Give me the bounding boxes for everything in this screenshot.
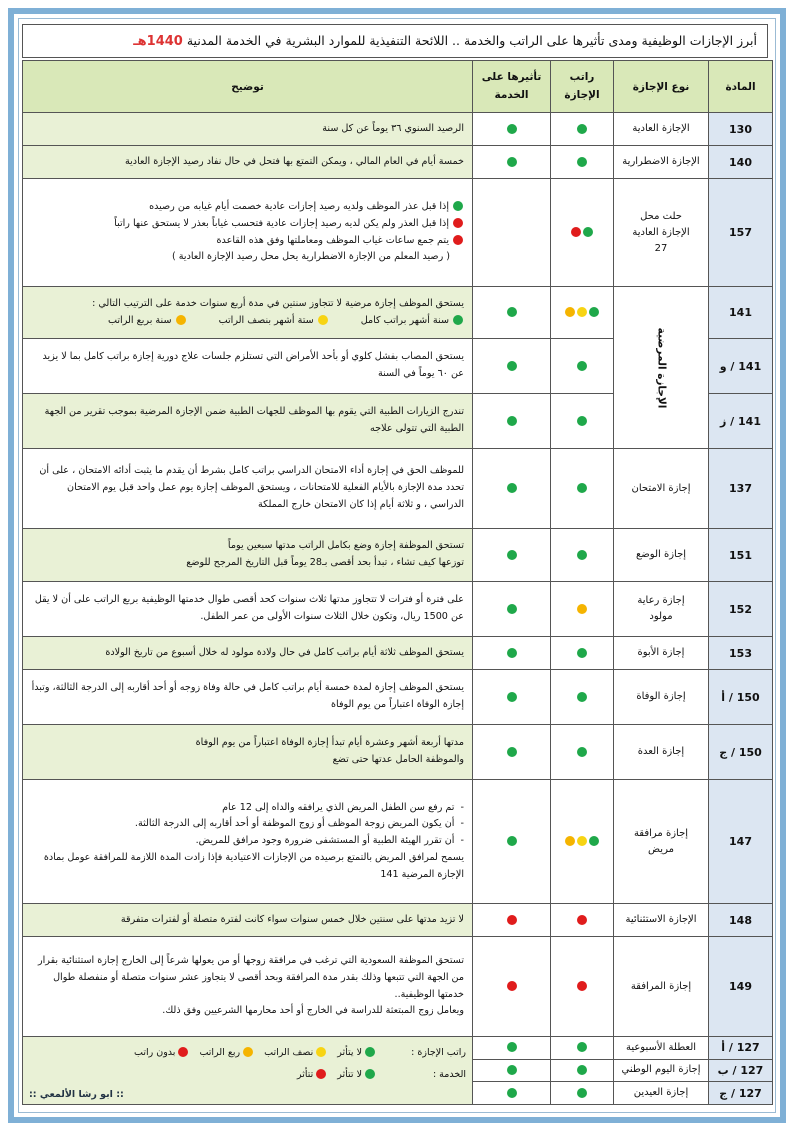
green-dot-icon xyxy=(577,416,587,426)
desc-line: الرصيد السنوي ٣٦ يوماً عن كل سنة xyxy=(322,122,464,134)
article-number: 127 / ج xyxy=(709,1082,773,1105)
legend-salary-row xyxy=(29,1041,466,1063)
salary-status xyxy=(551,725,614,780)
desc-line: يستحق الموظف إجازة مرضية لا تتجاوز سنتين في مدة أربع سنوات خدمة على الترتيب التالي : xyxy=(92,297,464,309)
desc-line: مدتها أربعة أشهر وعشرة أيام تبدأ إجازة الوفاة اعتباراً من يوم الوفاة xyxy=(195,737,464,749)
yellow-dot-icon xyxy=(577,836,587,846)
desc-line: يستحق المصاب بفشل كلوي أو بأحد الأمراض التي تستلزم جلسات علاج دورية إجازة براتب كامل بما لا يزيد عن ٦٠ يوماً في السنة xyxy=(42,351,464,379)
service-status xyxy=(473,637,551,670)
green-dot-icon xyxy=(577,157,587,167)
service-status xyxy=(473,394,551,449)
desc-line: - تم رفع سن الطفل المريض الذي يرافقه والداه إلى 12 عام xyxy=(222,801,464,813)
leave-description xyxy=(23,529,473,582)
green-dot-icon xyxy=(577,124,587,134)
service-status xyxy=(473,287,551,339)
service-status xyxy=(473,339,551,394)
green-dot-icon xyxy=(577,550,587,560)
article-number: 147 xyxy=(709,780,773,904)
salary-status xyxy=(551,287,614,339)
desc-line: يستحق الموظف إجازة لمدة خمسة أيام براتب كامل في حالة وفاة زوجه أو أحد أقاربه إلى الدرجة الثالثة، وتبدأ إجازة الوفاة اعتباراً من يوم الوفاة xyxy=(31,682,464,710)
leave-description xyxy=(23,394,473,449)
service-status xyxy=(473,780,551,904)
green-dot-icon xyxy=(365,1069,375,1079)
desc-line: والموظفة الحامل عدتها حتى تضع xyxy=(332,754,464,765)
leave-type: الإجازة العادية xyxy=(614,113,709,146)
service-status xyxy=(473,670,551,725)
article-number: 152 xyxy=(709,582,773,637)
article-number: 130 xyxy=(709,113,773,146)
legend-service-label: الخدمة : xyxy=(432,1068,466,1080)
green-dot-icon xyxy=(507,361,517,371)
article-number: 137 xyxy=(709,449,773,529)
header-salary: راتب الإجازة xyxy=(551,61,614,113)
leave-description xyxy=(23,582,473,637)
header-service: تأثيرها على الخدمة xyxy=(473,61,551,113)
service-status xyxy=(473,449,551,529)
leave-description xyxy=(23,113,473,146)
green-dot-icon xyxy=(577,692,587,702)
legend-service-row xyxy=(29,1063,466,1085)
salary-status xyxy=(551,637,614,670)
author-signature: :: ابو رشا الألمعي :: xyxy=(29,1089,124,1100)
yellow-dot-icon xyxy=(577,307,587,317)
green-dot-icon xyxy=(507,648,517,658)
orange-dot-icon xyxy=(243,1047,253,1057)
table-row xyxy=(23,904,773,937)
article-number: 140 xyxy=(709,146,773,179)
table-row xyxy=(23,146,773,179)
salary-status xyxy=(551,179,614,287)
service-status xyxy=(473,1059,551,1082)
title-year: 1440هـ xyxy=(133,34,183,49)
green-dot-icon xyxy=(507,550,517,560)
desc-line: تستحق الموظفة السعودية التي ترغب في مرافقة زوجها أو من يعولها شرعاً إلى الخارج إجازة استثنائية بقرار من الجهة التي تتبعها وذلك بقدر مدة المرافقة وبحد أقصى لا يتجاوز عشر سنوات متصلة أو منفصلة طوال خدمتها الوظيفية.. xyxy=(37,954,464,1000)
service-status xyxy=(473,113,551,146)
green-dot-icon xyxy=(589,307,599,317)
table-row xyxy=(23,449,773,529)
desc-line: - أن تقرر الهيئة الطبية أو المستشفى ضرورة وجود مرافق للمريض. xyxy=(195,835,464,847)
service-status xyxy=(473,529,551,582)
desc-line: إذا قبل عذر الموظف ولديه رصيد إجازات عادية خصمت أيام غيابه من رصيده xyxy=(31,199,464,216)
header-article: المادة xyxy=(709,61,773,113)
green-dot-icon xyxy=(507,483,517,493)
service-status xyxy=(473,725,551,780)
leave-type: إجازة الوفاة xyxy=(614,670,709,725)
green-dot-icon xyxy=(453,315,463,325)
leave-description xyxy=(23,780,473,904)
desc-line: توزعها كيف تشاء ، تبدأ بحد أقصى بـ28 يوماً قبل التاريخ المرجح للوضع xyxy=(186,557,464,568)
sick-leave-type xyxy=(614,287,709,449)
green-dot-icon xyxy=(507,692,517,702)
table-row xyxy=(23,1037,773,1060)
desc-line: خمسة أيام في العام المالي ، ويمكن التمتع بها فتحل في حال نفاد رصيد الإجازة العادية xyxy=(124,155,464,167)
red-dot-icon xyxy=(316,1069,326,1079)
salary-status xyxy=(551,582,614,637)
red-dot-icon xyxy=(453,218,463,228)
salary-status xyxy=(551,1082,614,1105)
leave-type: إجازة المرافقة xyxy=(614,937,709,1037)
article-number: 141 xyxy=(709,287,773,339)
green-dot-icon xyxy=(507,1088,517,1098)
table-row xyxy=(23,179,773,287)
header-type: نوع الإجازة xyxy=(614,61,709,113)
leave-type: إجازة العيدين xyxy=(614,1082,709,1105)
red-dot-icon xyxy=(571,227,581,237)
page-title xyxy=(22,24,768,58)
legend-item: بدون راتب xyxy=(134,1047,189,1058)
green-dot-icon xyxy=(507,124,517,134)
green-dot-icon xyxy=(577,747,587,757)
legend-salary-label: راتب الإجازة : xyxy=(411,1046,466,1058)
green-dot-icon xyxy=(589,836,599,846)
service-status xyxy=(473,1037,551,1060)
title-text: أبرز الإجازات الوظيفية ومدى تأثيرها على الراتب والخدمة .. اللائحة التنفيذية للموارد البشرية في الخدمة المدنية xyxy=(186,33,757,48)
red-dot-icon xyxy=(507,981,517,991)
table-row xyxy=(23,582,773,637)
desc-line: يسمح لمرافق المريض بالتمتع برصيده من الإجازات الاعتيادية فإذا زادت المدة اللازمة للمرافقة عومل بمادة الإجازة المرضية 141 xyxy=(43,851,464,880)
desc-line: يستحق الموظف ثلاثة أيام براتب كامل في حال ولادة مولود له خلال أسبوع من تاريخ الولادة xyxy=(105,646,464,658)
salary-status xyxy=(551,529,614,582)
green-dot-icon xyxy=(507,307,517,317)
green-dot-icon xyxy=(577,1088,587,1098)
table-row xyxy=(23,529,773,582)
legend-item: ربع الراتب xyxy=(199,1047,254,1058)
desc-line: سنة أشهر براتب كامل ستة أشهر بنصف الراتب سنة بربع الراتب xyxy=(31,313,464,330)
orange-dot-icon xyxy=(565,307,575,317)
red-dot-icon xyxy=(453,235,463,245)
desc-line: للموظف الحق في إجازة أداء الامتحان الدراسي براتب كامل بشرط أن يقدم ما يثبت أدائه الامتحان ، على أن تحدد مدة الإجازة بالأيام الفعلية للامتحانات ، ويستحق الموظف إجازة يوم عمل واحد قبل يوم الامتحان الدراسي ، و ثلاثة أيام إذا كان الامتحان خارج المملكة xyxy=(39,465,464,510)
leave-type: إجازة الأبوة xyxy=(614,637,709,670)
salary-status xyxy=(551,1059,614,1082)
article-number: 150 / ج xyxy=(709,725,773,780)
green-dot-icon xyxy=(507,747,517,757)
green-dot-icon xyxy=(577,483,587,493)
salary-status xyxy=(551,904,614,937)
leave-description xyxy=(23,287,473,339)
leave-description xyxy=(23,339,473,394)
article-number: 127 / ب xyxy=(709,1059,773,1082)
red-dot-icon xyxy=(507,915,517,925)
desc-line: على فترة أو فترات لا تتجاوز مدتها ثلاث سنوات كحد أقصى طوال خدمتها الوظيفية بربع الراتب على أن لا يقل عن 1500 ريال، وتكون خلال الثلاث سنوات الأولى من عمر الطفل. xyxy=(34,594,464,622)
article-number: 151 xyxy=(709,529,773,582)
article-number: 153 xyxy=(709,637,773,670)
green-dot-icon xyxy=(365,1047,375,1057)
leave-description xyxy=(23,937,473,1037)
leave-type: إجازة العدة xyxy=(614,725,709,780)
article-number: 157 xyxy=(709,179,773,287)
leave-description xyxy=(23,179,473,287)
orange-dot-icon xyxy=(176,315,186,325)
leave-type: العطلة الأسبوعية xyxy=(614,1037,709,1060)
leave-type: إجازة الامتحان xyxy=(614,449,709,529)
service-status xyxy=(473,1082,551,1105)
article-number: 141 / و xyxy=(709,339,773,394)
leave-type: إجازة الوضع xyxy=(614,529,709,582)
leave-description xyxy=(23,146,473,179)
leave-type: إجازة اليوم الوطني xyxy=(614,1059,709,1082)
article-number: 141 / ز xyxy=(709,394,773,449)
service-status xyxy=(473,582,551,637)
salary-status xyxy=(551,339,614,394)
desc-line: لا تزيد مدتها على سنتين خلال خمس سنوات سواء كانت لفترة متصلة أو لفترات متفرقة xyxy=(120,913,464,925)
service-status xyxy=(473,904,551,937)
green-dot-icon xyxy=(507,157,517,167)
yellow-dot-icon xyxy=(316,1047,326,1057)
article-number: 149 xyxy=(709,937,773,1037)
leave-description xyxy=(23,637,473,670)
orange-dot-icon xyxy=(577,604,587,614)
leaves-table xyxy=(22,60,773,1105)
article-number: 150 / أ xyxy=(709,670,773,725)
table-row xyxy=(23,113,773,146)
service-status xyxy=(473,146,551,179)
header-desc: توضيح xyxy=(23,61,473,113)
salary-status xyxy=(551,670,614,725)
leave-type: حلت محل الإجازة العادية 27 xyxy=(614,179,709,287)
article-number: 148 xyxy=(709,904,773,937)
service-status xyxy=(473,937,551,1037)
leave-type: إجازة رعاية مولود xyxy=(614,582,709,637)
article-number: 127 / أ xyxy=(709,1037,773,1060)
green-dot-icon xyxy=(507,836,517,846)
desc-line: إذا قبل العذر ولم يكن لديه رصيد إجازات عادية فتحسب غياباً بعذر لا يستحق عنها راتباً xyxy=(31,216,464,233)
green-dot-icon xyxy=(583,227,593,237)
table-row xyxy=(23,725,773,780)
salary-status xyxy=(551,937,614,1037)
leave-type: الإجازة الاضطرارية xyxy=(614,146,709,179)
table-row xyxy=(23,780,773,904)
green-dot-icon xyxy=(577,648,587,658)
green-dot-icon xyxy=(507,416,517,426)
legend-item: لا يتأثر xyxy=(337,1047,376,1058)
leave-type: إجازة مرافقة مريض xyxy=(614,780,709,904)
legend-item: لا تتأثر xyxy=(337,1069,376,1080)
leave-type: الإجازة الاستثنائية xyxy=(614,904,709,937)
desc-line: تستحق الموظفة إجازة وضع بكامل الراتب مدتها سبعين يوماً xyxy=(227,540,464,552)
red-dot-icon xyxy=(577,981,587,991)
salary-status xyxy=(551,113,614,146)
green-dot-icon xyxy=(453,201,463,211)
green-dot-icon xyxy=(577,1042,587,1052)
salary-status xyxy=(551,1037,614,1060)
green-dot-icon xyxy=(577,1065,587,1075)
desc-line: ويعامل زوج المبتعثة للدراسة في الخارج أو أحد محارمها الشرعيين وفق ذلك. xyxy=(162,1005,464,1017)
red-dot-icon xyxy=(577,915,587,925)
desc-line: - أن يكون المريض زوجة الموظف أو زوج الموظفة أو أحد أقاربه إلى الدرجة الثالثة. xyxy=(134,818,464,830)
table-row xyxy=(23,637,773,670)
service-status xyxy=(473,179,551,287)
sick-leave-label: الإجازة المرضية xyxy=(655,327,667,408)
table-header-row xyxy=(23,61,773,113)
leave-description xyxy=(23,725,473,780)
leave-description xyxy=(23,904,473,937)
yellow-dot-icon xyxy=(318,315,328,325)
salary-status xyxy=(551,780,614,904)
table-row xyxy=(23,670,773,725)
desc-line: يتم جمع ساعات غياب الموظف ومعاملتها وفق هذه القاعدة xyxy=(31,233,464,250)
legend-item: نصف الراتب xyxy=(264,1047,327,1058)
green-dot-icon xyxy=(507,1065,517,1075)
table-row xyxy=(23,287,773,339)
leave-description xyxy=(23,449,473,529)
table-row xyxy=(23,937,773,1037)
green-dot-icon xyxy=(507,1042,517,1052)
desc-line: تندرج الزيارات الطبية التي يقوم بها الموظف للجهات الطبية ضمن الإجازة المرضية بموجب تقرير من الجهة الطبية التي تتولى علاجه xyxy=(44,406,464,434)
salary-status xyxy=(551,394,614,449)
salary-status xyxy=(551,146,614,179)
orange-dot-icon xyxy=(565,836,575,846)
desc-line: ( رصيد المعلم من الإجازة الاضطرارية يحل محل رصيد الإجازة العادية ) xyxy=(171,251,450,263)
green-dot-icon xyxy=(507,604,517,614)
leave-description xyxy=(23,670,473,725)
green-dot-icon xyxy=(577,361,587,371)
red-dot-icon xyxy=(178,1047,188,1057)
salary-status xyxy=(551,449,614,529)
legend xyxy=(23,1037,473,1105)
legend-item: تتأثر xyxy=(297,1069,327,1080)
